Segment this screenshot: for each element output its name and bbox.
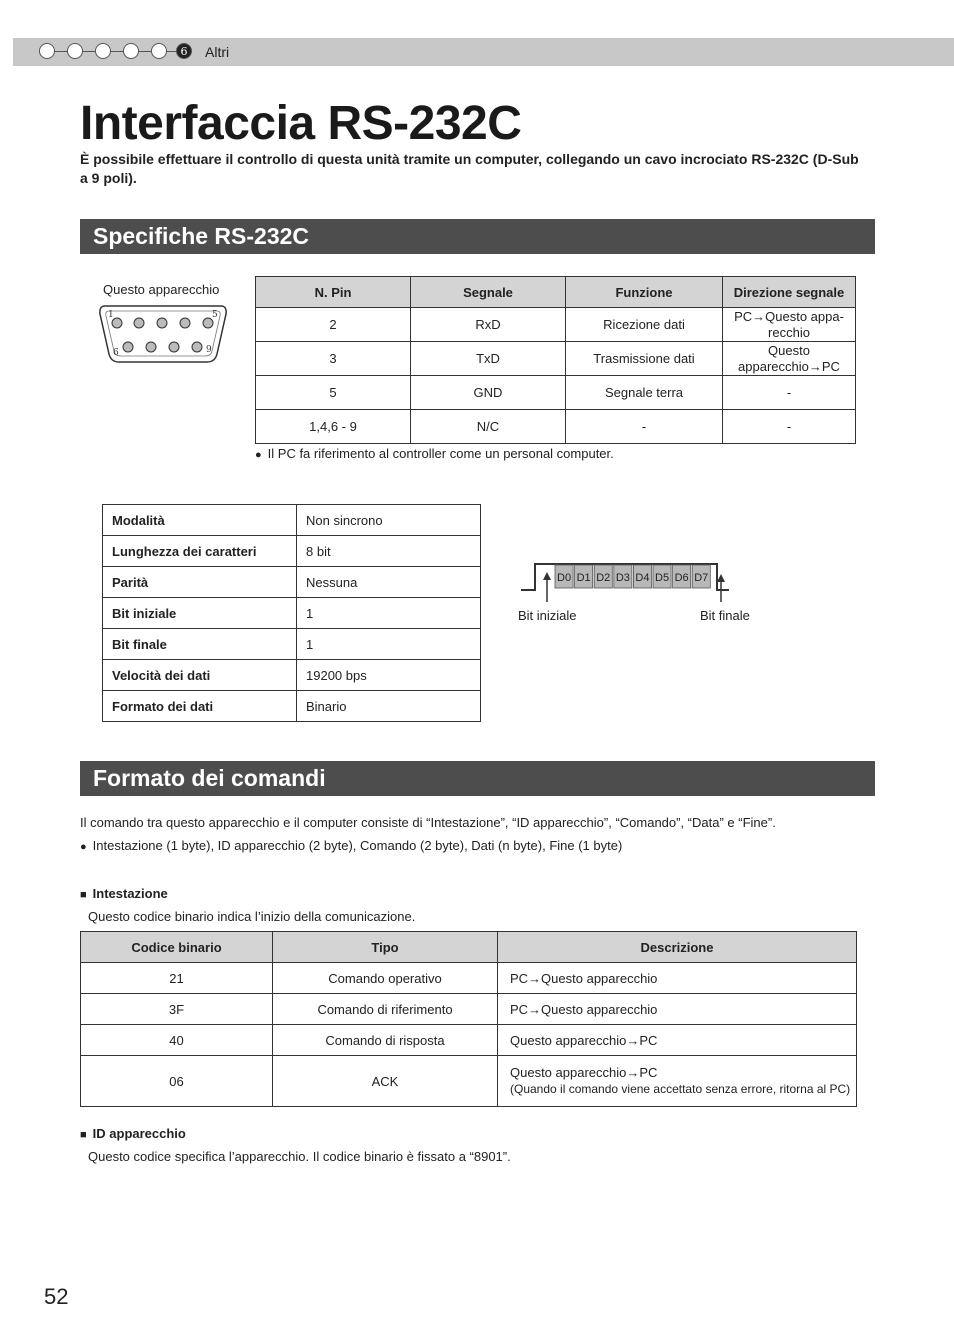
column-header: Descrizione [498, 932, 857, 963]
pin-label: 6 [113, 348, 119, 358]
chapter-bar [13, 38, 954, 66]
column-header: N. Pin [256, 277, 411, 308]
table-row [103, 660, 481, 691]
table-cell [498, 1056, 857, 1107]
table-row [103, 567, 481, 598]
table-cell: - [723, 410, 856, 444]
table-cell-value: Nessuna [297, 567, 481, 598]
table-cell: N/C [411, 410, 566, 444]
page-title: Interfaccia RS-232C [80, 97, 522, 150]
table-row [81, 994, 857, 1025]
id-apparecchio-desc: Questo codice specifica l’apparecchio. Il codice binario è fissato a “8901”. [88, 1149, 511, 1164]
table-row [103, 691, 481, 722]
bit-label-d7: D7 [694, 572, 709, 584]
table-cell-value: 1 [297, 629, 481, 660]
table-cell: PC→Questo apparecchio [498, 963, 857, 994]
column-header: Tipo [273, 932, 498, 963]
column-header: Direzione segnale [723, 277, 856, 308]
table-row [256, 376, 856, 410]
bit-label-d0: D0 [557, 572, 572, 584]
bit-label-d3: D3 [615, 572, 630, 584]
chapter-dot [67, 43, 83, 59]
bit-label-d1: D1 [576, 572, 591, 584]
pc-note: ● Il PC fa riferimento al controller come un personal computer. [255, 446, 614, 461]
table-row [256, 410, 856, 444]
chapter-dot [151, 43, 167, 59]
table-cell-key: Bit finale [103, 629, 297, 660]
chapter-label: Altri [205, 44, 230, 60]
table-cell: Segnale terra [566, 376, 723, 410]
chapter-dot [123, 43, 139, 59]
table-cell: Comando di risposta [273, 1025, 498, 1056]
table-header-row [81, 932, 857, 963]
table-cell-key: Lunghezza dei caratteri [103, 536, 297, 567]
table-cell: Questo apparecchio→PC [723, 342, 856, 376]
table-cell: Ricezione dati [566, 308, 723, 342]
table-cell-value: Non sincrono [297, 505, 481, 536]
column-header: Codice binario [81, 932, 273, 963]
pin-table [255, 276, 856, 444]
bit-frame-diagram [517, 556, 747, 608]
header-code-table [80, 931, 857, 1107]
table-cell: GND [411, 376, 566, 410]
section-title-format: Formato dei comandi [80, 761, 875, 796]
table-cell: Trasmissione dati [566, 342, 723, 376]
table-row [256, 308, 856, 342]
column-header: Funzione [566, 277, 723, 308]
table-row [256, 342, 856, 376]
desc-main: Questo apparecchio→PC [510, 1065, 658, 1080]
table-cell: PC→Questo apparecchio [498, 994, 857, 1025]
table-row [103, 505, 481, 536]
table-cell: 5 [256, 376, 411, 410]
table-cell: Comando di riferimento [273, 994, 498, 1025]
chapter-dot-active: 6 [176, 43, 192, 59]
table-cell: 1,4,6 - 9 [256, 410, 411, 444]
bit-label-d6: D6 [674, 572, 689, 584]
table-cell-key: Velocità dei dati [103, 660, 297, 691]
pin-label: 9 [206, 345, 212, 355]
table-cell: Questo apparecchio→PC [498, 1025, 857, 1056]
table-cell: 06 [81, 1056, 273, 1107]
table-cell-key: Formato dei dati [103, 691, 297, 722]
table-cell-value: 1 [297, 598, 481, 629]
table-row [103, 536, 481, 567]
table-cell-value: Binario [297, 691, 481, 722]
table-row [81, 1056, 857, 1107]
section-title-specs: Specifiche RS-232C [80, 219, 875, 254]
format-paragraph: Il comando tra questo apparecchio e il computer consiste di “Intestazione”, “ID apparecchio”, “Comando”, “Data” e “Fine”. [80, 815, 776, 830]
connector-caption: Questo apparecchio [103, 282, 220, 297]
table-cell: RxD [411, 308, 566, 342]
table-cell-value: 8 bit [297, 536, 481, 567]
pin-label: 5 [212, 310, 218, 320]
format-bullet: ● Intestazione (1 byte), ID apparecchio (2 byte), Comando (2 byte), Dati (n byte), Fine (1 byte) [80, 838, 622, 853]
chapter-dot [39, 43, 55, 59]
table-cell: Comando operativo [273, 963, 498, 994]
bit-start-label: Bit iniziale [518, 608, 577, 623]
table-cell: 21 [81, 963, 273, 994]
table-row [103, 598, 481, 629]
pin-label: 1 [108, 310, 114, 320]
dsub9-connector-icon [97, 300, 229, 366]
table-row [81, 1025, 857, 1056]
table-cell-value: 19200 bps [297, 660, 481, 691]
table-cell: ACK [273, 1056, 498, 1107]
table-cell: 3F [81, 994, 273, 1025]
chapter-dot [95, 43, 111, 59]
table-cell-key: Bit iniziale [103, 598, 297, 629]
desc-note: (Quando il comando viene accettato senza errore, ritorna al PC) [510, 1082, 851, 1096]
table-header-row [256, 277, 856, 308]
subhead-intestazione: ■ Intestazione [80, 886, 168, 901]
intro-text: È possibile effettuare il controllo di questa unità tramite un computer, collegando un cavo incrociato RS-232C (D-Sub a 9 poli). [80, 151, 859, 186]
bit-label-d2: D2 [596, 572, 611, 584]
table-cell-key: Parità [103, 567, 297, 598]
table-cell: 2 [256, 308, 411, 342]
bit-end-label: Bit finale [700, 608, 750, 623]
table-cell: 3 [256, 342, 411, 376]
table-row [103, 629, 481, 660]
bit-label-d4: D4 [635, 572, 650, 584]
table-cell: - [566, 410, 723, 444]
subhead-id-apparecchio: ■ ID apparecchio [80, 1126, 186, 1141]
column-header: Segnale [411, 277, 566, 308]
table-cell: 40 [81, 1025, 273, 1056]
table-row [81, 963, 857, 994]
intestazione-desc: Questo codice binario indica l’inizio della comunicazione. [88, 909, 416, 924]
table-cell: TxD [411, 342, 566, 376]
table-cell: PC→Questo appa-recchio [723, 308, 856, 342]
table-cell-key: Modalità [103, 505, 297, 536]
mode-table [102, 504, 481, 722]
bit-label-d5: D5 [655, 572, 670, 584]
page-number: 52 [44, 1284, 69, 1309]
table-cell: - [723, 376, 856, 410]
